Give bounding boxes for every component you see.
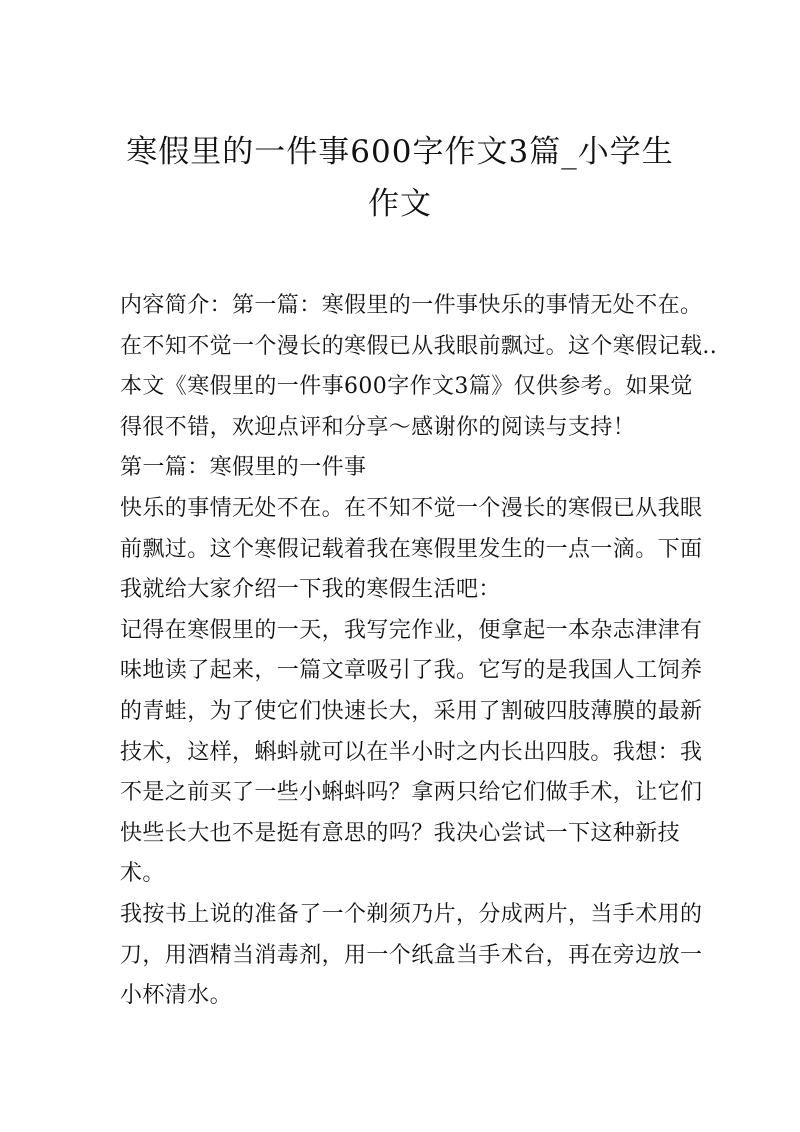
- text-line: 的青蛙，为了使它们快速长大，采用了割破四肢薄膜的最新: [120, 698, 703, 724]
- text-line: 小杯清水。: [120, 983, 233, 1009]
- section-heading: 第一篇：寒假里的一件事: [120, 455, 367, 481]
- text-line: 我就给大家介绍一下我的寒假生活吧：: [120, 577, 501, 603]
- text-line: 得很不错，欢迎点评和分享～感谢你的阅读与支持！: [120, 414, 636, 440]
- text-line: 我按书上说的准备了一个剃须乃片，分成两片，当手术用的: [120, 901, 703, 927]
- text-line: 刀，用酒精当消毒剂，用一个纸盒当手术台，再在旁边放一: [120, 942, 703, 968]
- text-line: 本文《寒假里的一件事600字作文3篇》仅供参考。如果觉: [120, 374, 693, 400]
- text-line: 快乐的事情无处不在。在不知不觉一个漫长的寒假已从我眼: [120, 495, 703, 521]
- text-line: 在不知不觉一个漫长的寒假已从我眼前飘过。这个寒假记载..: [120, 333, 718, 359]
- text-line: 快些长大也不是挺有意思的吗？我决心尝试一下这种新技: [120, 820, 681, 846]
- text-line: 内容简介：第一篇：寒假里的一件事快乐的事情无处不在。: [120, 293, 703, 318]
- text-line: 记得在寒假里的一天，我写完作业，便拿起一本杂志津津有: [120, 617, 703, 643]
- text-line: 前飘过。这个寒假记载着我在寒假里发生的一点一滴。下面: [120, 536, 703, 562]
- document-body: [120, 286, 718, 1017]
- text-line: 味地读了起来，一篇文章吸引了我。它写的是我国人工饲养: [120, 658, 703, 684]
- text-line: 术。: [120, 861, 165, 887]
- text-line: 技术，这样，蝌蚪就可以在半小时之内长出四肢。我想：我: [120, 739, 703, 765]
- document-title: 寒假里的一件事600字作文3篇_小学生作文: [126, 134, 674, 222]
- text-line: 不是之前买了一些小蝌蚪吗？拿两只给它们做手术，让它们: [120, 780, 703, 806]
